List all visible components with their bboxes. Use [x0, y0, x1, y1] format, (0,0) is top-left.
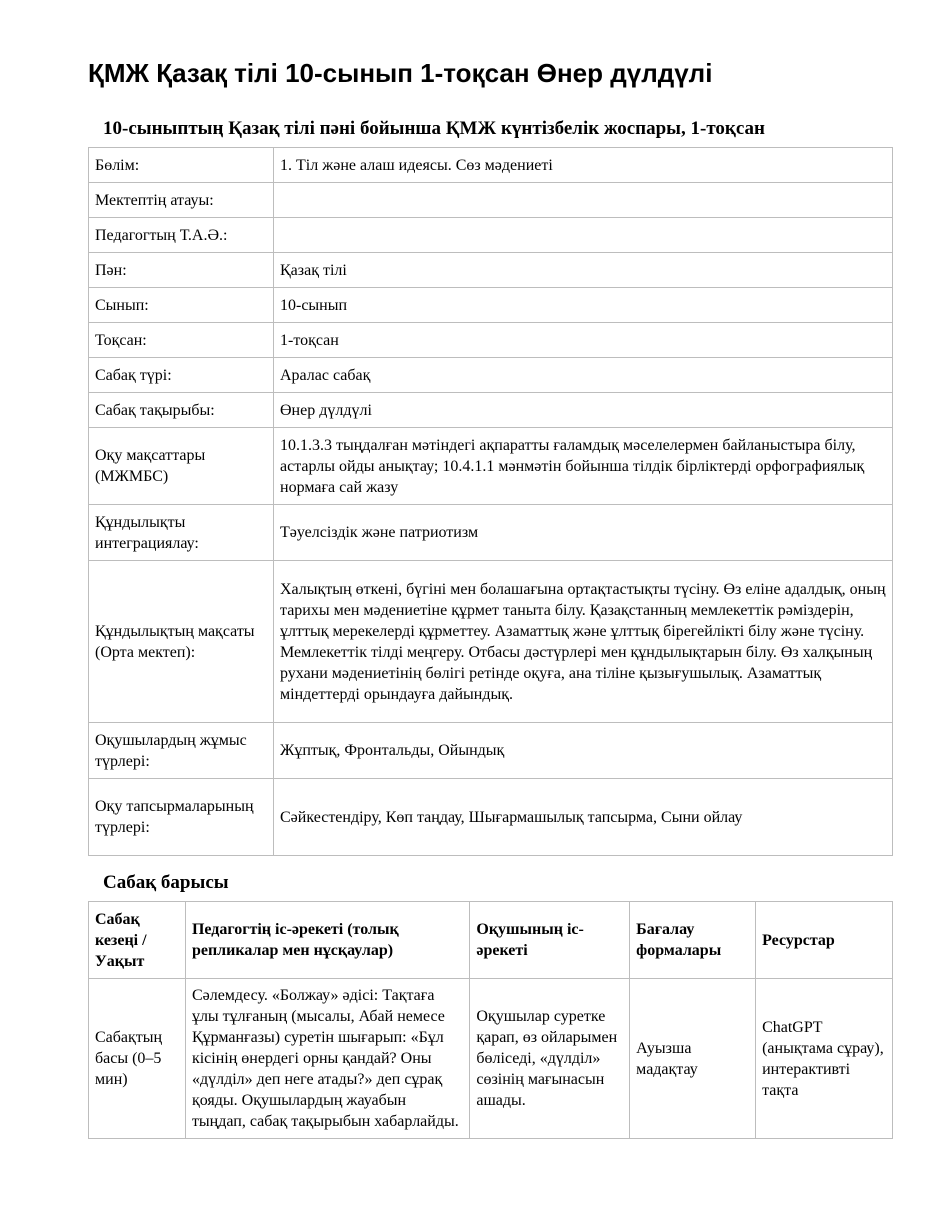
info-value — [274, 218, 893, 253]
info-row — [89, 288, 893, 323]
info-table — [88, 147, 893, 856]
info-value: Жұптық, Фронтальды, Ойындық — [274, 723, 893, 779]
info-row — [89, 505, 893, 561]
info-row — [89, 561, 893, 723]
info-value: Тәуелсіздік және патриотизм — [274, 505, 893, 561]
info-key: Пән: — [89, 253, 274, 288]
info-value: Халықтың өткені, бүгіні мен болашағына ортақтастықты түсіну. Өз еліне адалдық, оның тарихы мен мәдениетіне құрмет таныта білу. Қазақстанның мемлекеттік рәміздерін, ұлттық мерекелерді құрметтеу. Азаматтық және ұлттық бірегейлікті білу және түсіну. Мемлекеттік тілді меңгеру. Отбасы дәстүрлері мен құндылықтарын білу. Өз халқының рухани мәдениетінің бөлігі ретінде оқуға, ана тіліне қызығушылық. Азаматтық міндеттерді орындауға дайындық. — [274, 561, 893, 723]
info-row — [89, 428, 893, 505]
info-key: Оқу тапсырмаларының түрлері: — [89, 779, 274, 856]
lesson-header-cell: Бағалау формалары — [630, 902, 756, 979]
info-value: 1. Тіл және алаш идеясы. Сөз мәдениеті — [274, 148, 893, 183]
info-row — [89, 218, 893, 253]
info-value: 1-тоқсан — [274, 323, 893, 358]
info-row — [89, 393, 893, 428]
info-key: Сабақ тақырыбы: — [89, 393, 274, 428]
lesson-cell: Сәлемдесу. «Болжау» әдісі: Тақтаға ұлы тұлғаның (мысалы, Абай немесе Құрманғазы) суретін шығарып: «Бұл кісінің өнердегі орны қандай? Оны «дүлділ» деп неге атады?» деп сұрақ қояды. Оқушылардың жауабын тыңдап, сабақ тақырыбын хабарлайды. — [185, 979, 469, 1139]
info-row — [89, 148, 893, 183]
info-row — [89, 183, 893, 218]
info-row — [89, 779, 893, 856]
info-key: Оқушылардың жұмыс түрлері: — [89, 723, 274, 779]
info-value — [274, 183, 893, 218]
lesson-cell: Сабақтың басы (0–5 мин) — [89, 979, 186, 1139]
info-key: Сабақ түрі: — [89, 358, 274, 393]
info-value: Қазақ тілі — [274, 253, 893, 288]
lesson-header-cell: Оқушының іс-әрекеті — [470, 902, 630, 979]
info-key: Тоқсан: — [89, 323, 274, 358]
info-key: Бөлім: — [89, 148, 274, 183]
lesson-header-cell: Ресурстар — [756, 902, 893, 979]
info-value: 10.1.3.3 тыңдалған мәтіндегі ақпаратты ғаламдық мәселелермен байланыстыра білу, астарлы ойды анықтау; 10.4.1.1 мәнмәтін бойынша тілдік бірліктерді орфографиялық нормаға сай жазу — [274, 428, 893, 505]
info-value: 10-сынып — [274, 288, 893, 323]
document-title: ҚМЖ Қазақ тілі 10-сынып 1-тоқсан Өнер дүлдүлі — [88, 58, 713, 88]
lesson-table — [88, 901, 893, 1139]
lesson-cell: Ауызша мадақтау — [630, 979, 756, 1139]
info-key: Мектептің атауы: — [89, 183, 274, 218]
lesson-cell: ChatGPT (анықтама сұрау), интерактивті тақта — [756, 979, 893, 1139]
info-key: Құндылықты интеграциялау: — [89, 505, 274, 561]
lesson-header-cell: Сабақ кезеңі / Уақыт — [89, 902, 186, 979]
info-key: Сынып: — [89, 288, 274, 323]
info-value: Аралас сабақ — [274, 358, 893, 393]
lesson-header-cell: Педагогтің іс-әрекеті (толық репликалар мен нұсқаулар) — [185, 902, 469, 979]
plan-subtitle: 10-сыныптың Қазақ тілі пәні бойынша ҚМЖ күнтізбелік жоспары, 1-тоқсан — [103, 118, 765, 139]
lesson-cell: Оқушылар суретке қарап, өз ойларымен бөліседі, «дүлділ» сөзінің мағынасын ашады. — [470, 979, 630, 1139]
info-key: Педагогтың Т.А.Ә.: — [89, 218, 274, 253]
info-value: Өнер дүлдүлі — [274, 393, 893, 428]
info-key: Оқу мақсаттары (МЖМБС) — [89, 428, 274, 505]
section-heading: Сабақ барысы — [103, 872, 229, 893]
info-key: Құндылықтың мақсаты (Орта мектеп): — [89, 561, 274, 723]
info-row — [89, 358, 893, 393]
info-row — [89, 253, 893, 288]
info-row — [89, 723, 893, 779]
lesson-table-header-row — [89, 902, 893, 979]
info-value: Сәйкестендіру, Көп таңдау, Шығармашылық тапсырма, Сыни ойлау — [274, 779, 893, 856]
info-row — [89, 323, 893, 358]
lesson-row — [89, 979, 893, 1139]
